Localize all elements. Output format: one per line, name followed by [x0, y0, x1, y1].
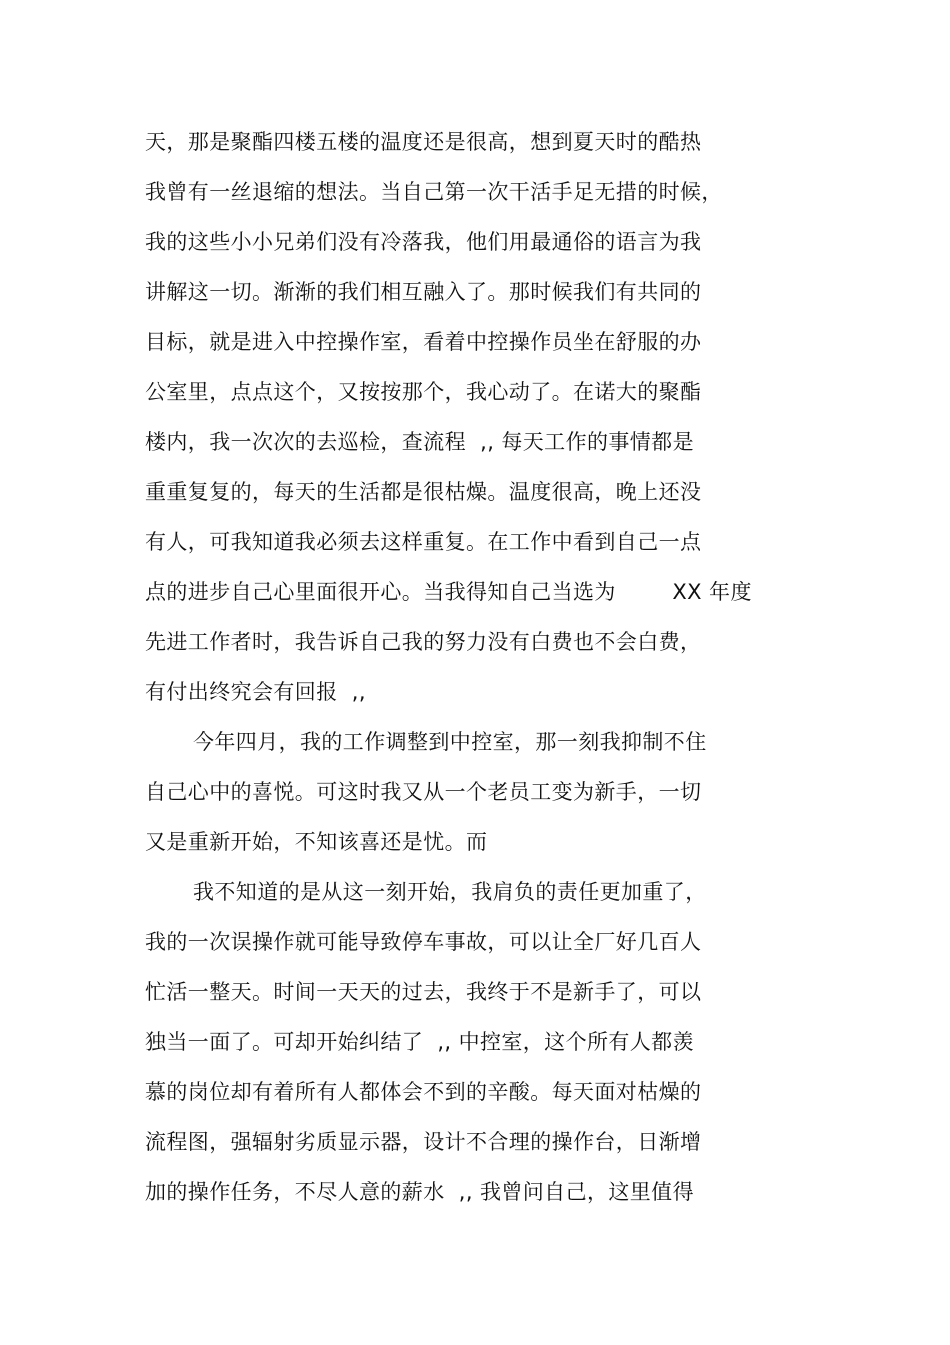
text-line: 讲解这一切。渐渐的我们相互融入了。那时候我们有共同的	[145, 280, 702, 304]
text-line: 又是重新开始，不知该喜还是忧。而	[145, 830, 488, 854]
text-line: 有付出终究会有回报 ,,	[145, 680, 366, 704]
text-line: 加的操作任务，不尽人意的薪水 ,, 我曾问自己，这里值得	[145, 1180, 694, 1204]
text-line: 天，那是聚酯四楼五楼的温度还是很高，想到夏天时的酷热	[145, 130, 702, 154]
text-line: 独当一面了。可却开始纠结了 ,, 中控室，这个所有人都羡	[145, 1030, 694, 1054]
text-line: 自己心中的喜悦。可这时我又从一个老员工变为新手，一切	[145, 780, 702, 804]
text-line: 我的一次误操作就可能导致停车事故，可以让全厂好几百人	[145, 930, 702, 954]
text-line: 忙活一整天。时间一天天的过去，我终于不是新手了，可以	[145, 980, 702, 1004]
text-line: 先进工作者时，我告诉自己我的努力没有白费也不会白费，	[145, 630, 702, 654]
text-line: 楼内，我一次次的去巡检，查流程 ,, 每天工作的事情都是	[145, 430, 694, 454]
paragraph-first-line: 我不知道的是从这一刻开始，我肩负的责任更加重了，	[193, 880, 707, 904]
text-line: 公室里，点点这个，又按按那个，我心动了。在诺大的聚酯	[145, 380, 702, 404]
text-line: 有人，可我知道我必须去这样重复。在工作中看到自己一点	[145, 530, 702, 554]
text-line: 目标，就是进入中控操作室，看着中控操作员坐在舒服的办	[145, 330, 702, 354]
text-line: 重重复复的，每天的生活都是很枯燥。温度很高，晚上还没	[145, 480, 702, 504]
text-line: 流程图，强辐射劣质显示器，设计不合理的操作台，日渐增	[145, 1130, 702, 1154]
text-line: 慕的岗位却有着所有人都体会不到的辛酸。每天面对枯燥的	[145, 1080, 702, 1104]
text-line: 我的这些小小兄弟们没有冷落我，他们用最通俗的语言为我	[145, 230, 702, 254]
text-line: 我曾有一丝退缩的想法。当自己第一次干活手足无措的时候，	[145, 180, 723, 204]
text-line: 点的进步自己心里面很开心。当我得知自己当选为 XX 年度	[145, 580, 752, 604]
paragraph-first-line: 今年四月，我的工作调整到中控室，那一刻我抑制不住	[193, 730, 707, 754]
